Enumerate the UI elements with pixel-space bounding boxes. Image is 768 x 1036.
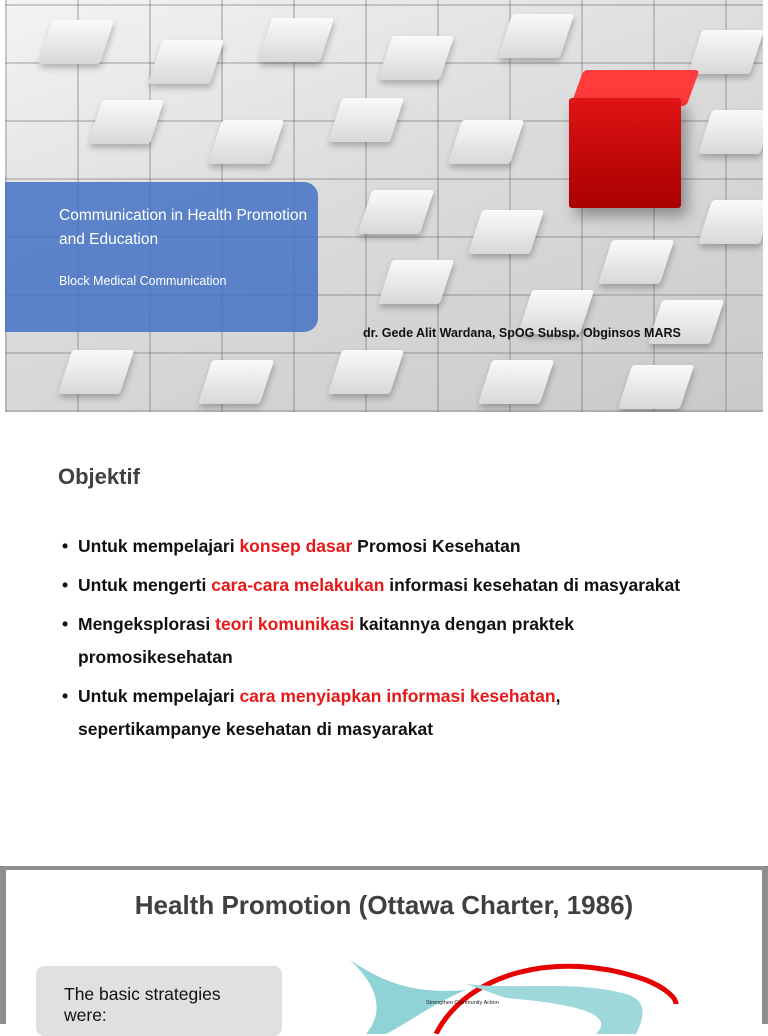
bullet-highlight: teori komunikasi bbox=[215, 614, 355, 634]
bullet-text: Untuk mempelajari bbox=[78, 536, 240, 556]
list-item bbox=[62, 530, 702, 563]
slide-title: Communication in Health Promotion and Education bbox=[59, 207, 308, 248]
objectives-slide bbox=[0, 412, 768, 857]
teal-swoosh-shape bbox=[466, 984, 643, 1034]
strategies-box bbox=[36, 966, 282, 1036]
teal-wing-shape bbox=[350, 960, 466, 1034]
bullet-text: kaitannya dengan praktek promosikesehatan bbox=[78, 614, 575, 667]
list-item bbox=[62, 680, 702, 746]
red-cube-image bbox=[565, 70, 685, 210]
strategies-text: The basic strategies were: bbox=[64, 984, 221, 1025]
slide-subtitle: Block Medical Communication bbox=[59, 274, 227, 288]
bullet-text: Untuk mempelajari bbox=[78, 686, 240, 706]
title-box bbox=[5, 182, 318, 332]
slide-title: Health Promotion (Ottawa Charter, 1986) bbox=[134, 890, 634, 920]
objectives-heading: Objektif bbox=[58, 464, 140, 489]
slide-content bbox=[6, 870, 762, 1024]
bullet-highlight: cara menyiapkan informasi kesehatan bbox=[239, 686, 556, 706]
bullet-text: Untuk mengerti bbox=[78, 575, 212, 595]
diagram-label: Strengthen Community Action bbox=[426, 1000, 499, 1006]
bullet-text: Promosi Kesehatan bbox=[352, 536, 521, 556]
bullet-highlight: konsep dasar bbox=[239, 536, 353, 556]
author-name: dr. Gede Alit Wardana, SpOG Subsp. Obginsos MARS bbox=[363, 326, 681, 340]
ottawa-logo-diagram bbox=[346, 954, 766, 1034]
bullet-text: Mengeksplorasi bbox=[78, 614, 216, 634]
objectives-list bbox=[62, 530, 702, 752]
bullet-highlight: cara-cara melakukan bbox=[211, 575, 385, 595]
bullet-text: informasi kesehatan di masyarakat bbox=[384, 575, 681, 595]
list-item bbox=[62, 608, 702, 674]
title-slide bbox=[5, 0, 763, 412]
bullet-text: , sepertikampanye kesehatan di masyarakat bbox=[78, 686, 561, 739]
list-item bbox=[62, 569, 702, 602]
ottawa-charter-slide bbox=[0, 866, 768, 1024]
